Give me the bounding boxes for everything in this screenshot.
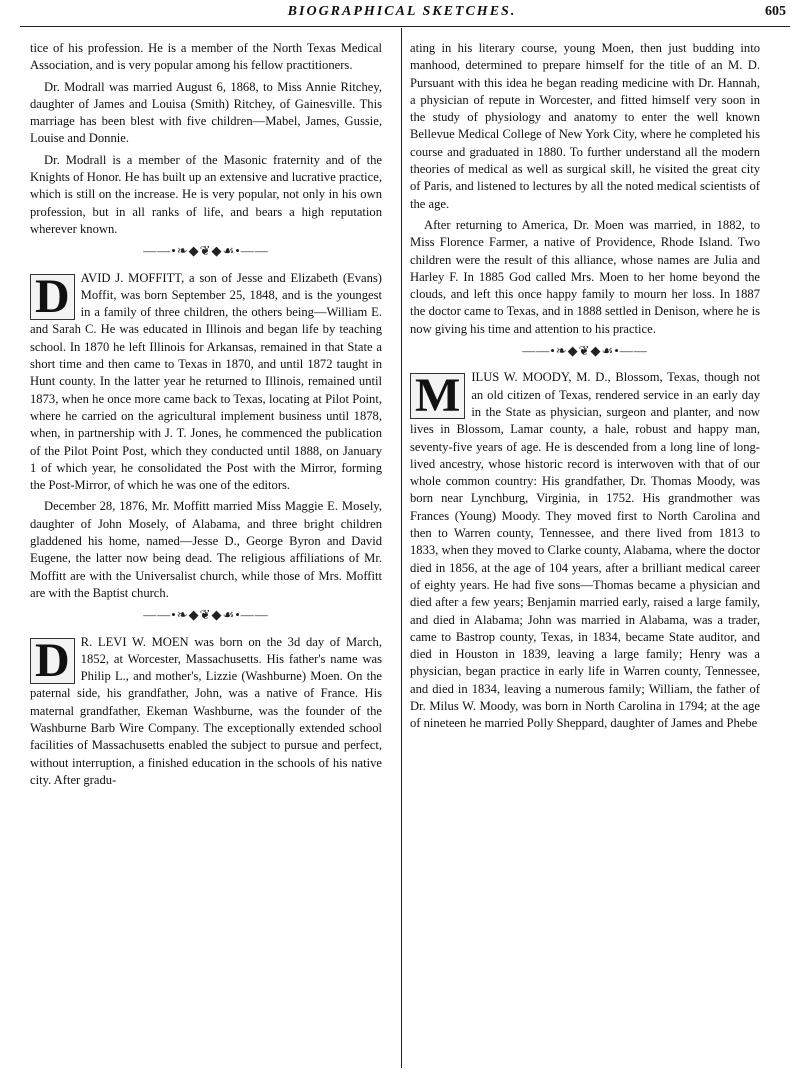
moen-paragraph-3: After returning to America, Dr. Moen was married, in 1882, to Miss Florence Farmer, a native of Providence, Rhode Island. Two children were the result of this alliance, whose names are Julia and Harley F. In 1885 God called Mrs. Moen to her home beyond the clouds, and left this once happy family to mourn her loss. In 1887 the doctor came to Texas, and in 1888 settled in Denison, where he is now giving his time and attention to his practice. [410, 217, 760, 336]
moody-paragraph-1 [410, 369, 760, 732]
page-number: 605 [765, 4, 786, 19]
running-title: BIOGRAPHICAL SKETCHES. [287, 4, 517, 19]
section-ornament: ——•❧◆❦◆☙•—— [143, 243, 269, 259]
right-column [410, 40, 760, 737]
header-rule [20, 26, 790, 27]
moody-text-1: ILUS W. MOODY, M. D., Blossom, Texas, though not an old citizen of Texas, rendered service in an early day in the State as physician, surgeon and planter, and now lives in Blossom, Lamar county, a hale, robust and happy man, seventy-five years of age. He is descended from a long line of long-lived ancestry, whose historic record is interwoven with that of our whole common country: His grandfather, Dr. Thomas Moody, was born near Lynchburg, Virginia, in 1752. His grandmother was Frances (Young) Moody. They moved first to North Carolina and then to Warren county, Tennessee, and there lived from 1813 to 1833, when they moved to Clarke county, Alabama, where the doctor died in 1856, at the age of 104 years, after a brilliant medical career of eighty years. He had five sons—Thomas became a physician and died after a few years; Benjamin married early, raised a large family, and died in Alabama; John was married in Alabama, was a trader, came to Bastrop county, Texas, in 1834, became State auditor, and died in Houston in 1839, leaving a large family; Henry was a physician, began practice in early life in Warren county, Tennessee, and died in 1834, leaving a numerous family; William, the father of Dr. Milus W. Moody, was born in North Carolina in 1794; at the age of nineteen he married Polly Sheppard, daughter of James and Phebe [410, 370, 760, 731]
column-divider [401, 28, 402, 1068]
modrall-paragraph-2: Dr. Modrall was married August 6, 1868, to Miss Annie Ritchey, daughter of James and Louisa (Smith) Ritchey, of Gainesville. This marriage has been blest with five children—Mabel, James, Gussie, Louise and Donnie. [30, 79, 382, 146]
moffitt-drop-cap: D [30, 274, 75, 320]
modrall-paragraph-1: tice of his profession. He is a member of the North Texas Medical Association, and is very popular among his fellow practitioners. [30, 41, 382, 73]
moody-drop-cap: M [410, 373, 465, 419]
modrall-paragraph-3: Dr. Modrall is a member of the Masonic fraternity and of the Knights of Honor. He has built up an extensive and lucrative practice, which is still on the increase. He is very popular, not only in his own profession, but in all ranks of life, and bears a high reputation wherever known. [30, 152, 382, 236]
moen-paragraph-2: ating in his literary course, young Moen, then just budding into manhood, determined to prepare himself for the title of an M. D. Pursuant with this idea he began reading medicine with Dr. Hannah, a physician of repute in Worcester, and fitted himself very soon in the study of physiology and anatomy to enter the well known Bellevue Medical College of New York City, where he completed his course and graduated in 1880. To further understand all the modern theories of medical as well as surgical skill, he visited the great city of Paris, and listened to lectures by all the noted medical scientists of the age. [410, 41, 760, 211]
moffitt-text-1: AVID J. MOFFITT, a son of Jesse and Elizabeth (Evans) Moffit, was born September 25, 1848, and is the youngest in a family of three children, the others being—William E. and Sarah C. He was educated in Illinois and began life by teaching school. In 1870 he left Illinois for Arkansas, remained in that State a short time and then came to Texas in 1870, and until 1872 taught in Hunt county. In the latter year he returned to Illinois, remained until 1873, when he once more came back to Texas, locating at Pilot Point, where he carried on the agricultural implement business until 1878, when, in partnership with J. T. Jones, he commenced the publication of the Pilot Point Post, which they conducted until 1888, on January 1 of which year, he consolidated the Post with the Mirror, forming the Post-Mirror, of which he was one of the editors. [30, 270, 382, 493]
section-ornament: ——•❧◆❦◆☙•—— [143, 607, 269, 623]
moen-drop-cap: D [30, 638, 75, 684]
moffitt-paragraph-2: December 28, 1876, Mr. Moffitt married Miss Maggie E. Mosely, daughter of John Mosely, of Alabama, and three bright children gladdened his home, named—Jesse D., George Byron and David Eugene, the latter now being dead. The religious affiliations of Mr. Moffitt are with the Universalist church, while those of Mrs. Moffitt are with the Baptist church. [30, 499, 382, 600]
moen-text-1: R. LEVI W. MOEN was born on the 3d day of March, 1852, at Worcester, Massachusetts. His father's name was Philip L., and mother's, Lizzie (Washburne) Moen. On the paternal side, his grandfather, John, was a native of France. His maternal grandfather, Ekeman Washburne, was the founder of the Washburne Barb Wire Company. The exceptionally extended school facilities of Massachusetts enabled the subject to pursue and perfect, without interruption, a finished education in the schools of his native city. After gradu- [30, 634, 382, 787]
moffitt-paragraph-1 [30, 270, 382, 495]
moen-paragraph-1 [30, 634, 382, 790]
section-ornament: ——•❧◆❦◆☙•—— [522, 343, 648, 359]
left-column [30, 40, 382, 793]
